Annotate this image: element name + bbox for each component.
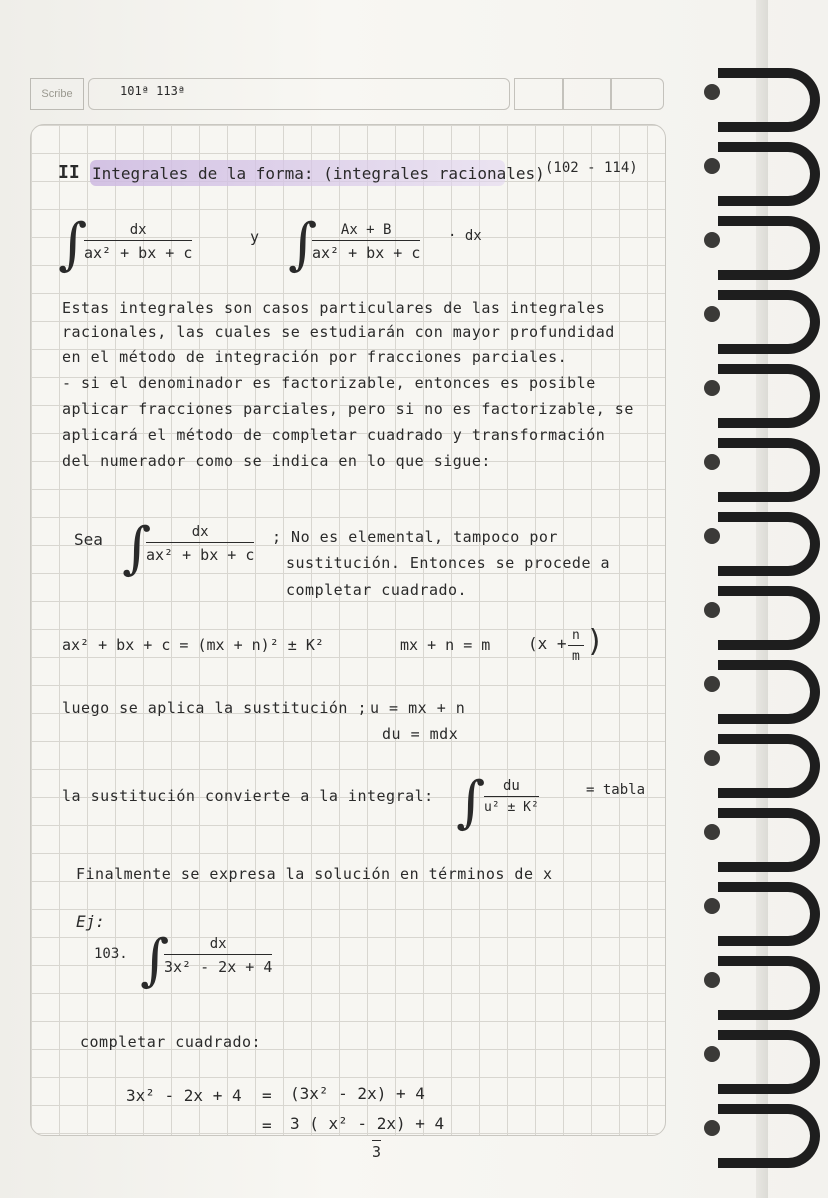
integral-sign: ∫ [288,212,318,277]
spiral-ring [718,68,820,132]
form2-fraction [312,222,420,262]
spiral-ring [718,216,820,280]
section-title: Integrales de la forma: (integrales racionales) [92,164,545,183]
spiral-binding [718,60,828,1180]
converts-tail: = tabla [586,782,646,798]
section-roman: II [58,162,80,183]
spiral-ring [718,1104,820,1168]
form1-den: ax² + bx + c [84,244,193,262]
integral-sign: ∫ [58,212,88,277]
sea-text: completar cuadrado. [286,581,468,599]
form1-fraction [84,222,192,262]
spiral-ring [718,142,820,206]
integral-sign: ∫ [456,770,486,835]
sea-fraction [146,524,254,564]
form2-num: Ax + B [312,222,420,241]
brand-tab: Scribe [30,78,84,110]
identity-num: n [568,628,584,646]
complete-label: completar cuadrado: [80,1033,262,1051]
spiral-ring [718,290,820,354]
spiral-ring [718,808,820,872]
spiral-ring [718,586,820,650]
converts-den: u² ± K² [484,800,539,815]
spiral-ring [718,882,820,946]
identity-close: ) [586,624,605,659]
integral-sign: ∫ [122,516,152,581]
final-text: Finalmente se expresa la solución en términos de x [76,865,553,883]
identity-fraction [568,628,584,664]
example-num: dx [164,936,272,955]
page-header [30,78,670,118]
paragraph-line: en el método de integración por fracciones parciales. [62,348,568,366]
example-fraction [164,936,272,976]
spiral-ring [718,1030,820,1094]
substitution-text: luego se aplica la sustitución ; [62,699,367,717]
form2-tail: · dx [448,228,482,244]
paragraph-line: Estas integrales son casos particulares de las integrales [62,299,606,317]
sea-den: ax² + bx + c [146,546,255,564]
paragraph-line: aplicará el método de completar cuadrado y transformación [62,426,606,444]
spiral-ring [718,956,820,1020]
spiral-ring [718,438,820,502]
paragraph-line: del numerador como se indica en lo que sigue: [62,452,491,470]
step2-right: 3 ( x² - 2x) + 4 [290,1114,445,1133]
spiral-ring [718,660,820,724]
step1-right: (3x² - 2x) + 4 [290,1084,425,1103]
step1-left: 3x² - 2x + 4 [126,1086,242,1105]
paragraph-line: - si el denominador es factorizable, entonces es posible [62,374,596,392]
step2-den: 3 [372,1140,381,1161]
page-numbers: 101ª 113ª [120,84,186,98]
paragraph-line: aplicar fracciones parciales, pero si no es factorizable, se [62,400,634,418]
example-label: Ej: [76,912,105,931]
identity-left: ax² + bx + c = (mx + n)² ± K² [62,636,324,654]
form1-num: dx [84,222,192,241]
substitution-du: du = mdx [382,725,459,743]
spiral-ring [718,734,820,798]
identity-den: m [572,649,580,664]
identity-paren: (x + [528,634,567,653]
sea-label: Sea [74,530,103,549]
converts-fraction [484,778,539,815]
spiral-ring [718,364,820,428]
header-cell [514,78,564,110]
integral-sign: ∫ [140,928,170,993]
step1-eq: = [262,1086,272,1105]
converts-num: du [484,778,539,797]
identity-right: mx + n = m [400,636,491,654]
connector-y: y [250,228,260,246]
substitution-u: u = mx + n [370,699,466,717]
sea-text: sustitución. Entonces se procede a [286,554,611,572]
header-cell [562,78,612,110]
section-range: (102 - 114) [545,160,638,176]
spiral-ring [718,512,820,576]
example-den: 3x² - 2x + 4 [164,958,273,976]
example-number: 103. [94,946,128,962]
sea-num: dx [146,524,254,543]
header-cell [610,78,664,110]
paragraph-line: racionales, las cuales se estudiarán con mayor profundidad [62,323,615,341]
step2-eq: = [262,1116,272,1135]
converts-text: la sustitución convierte a la integral: [62,787,434,805]
sea-text: ; No es elemental, tampoco por [272,528,558,546]
form2-den: ax² + bx + c [312,244,421,262]
